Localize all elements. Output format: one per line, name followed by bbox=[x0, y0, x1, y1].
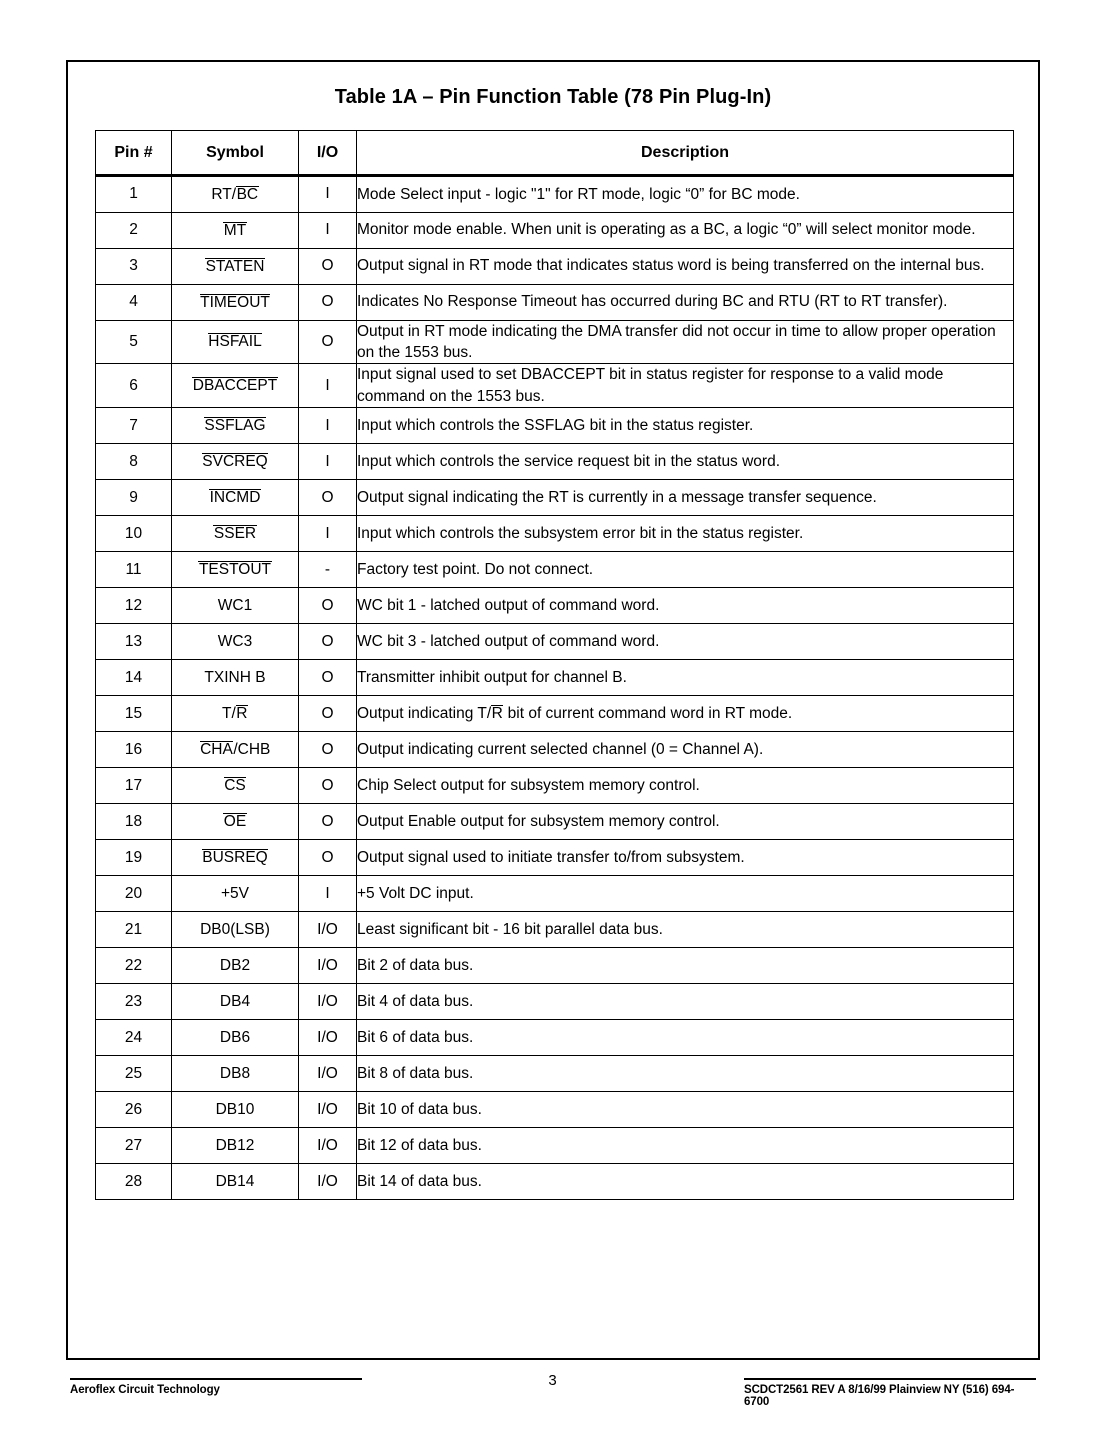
cell-pin-number: 8 bbox=[96, 444, 172, 480]
cell-io-direction: I/O bbox=[299, 912, 357, 948]
cell-pin-number: 4 bbox=[96, 284, 172, 320]
cell-description: Output indicating current selected channel (0 = Channel A). bbox=[357, 732, 1014, 768]
cell-symbol: MT bbox=[172, 212, 299, 248]
cell-io-direction: O bbox=[299, 284, 357, 320]
cell-io-direction: I bbox=[299, 364, 357, 408]
cell-io-direction: I/O bbox=[299, 1092, 357, 1128]
cell-symbol: DB12 bbox=[172, 1128, 299, 1164]
cell-io-direction: I bbox=[299, 516, 357, 552]
cell-pin-number: 19 bbox=[96, 840, 172, 876]
cell-pin-number: 11 bbox=[96, 552, 172, 588]
table-row bbox=[96, 1092, 1014, 1128]
cell-pin-number: 27 bbox=[96, 1128, 172, 1164]
column-header-pin: Pin # bbox=[96, 131, 172, 175]
table-row bbox=[96, 320, 1014, 364]
table-row bbox=[96, 696, 1014, 732]
cell-pin-number: 16 bbox=[96, 732, 172, 768]
cell-symbol: DB10 bbox=[172, 1092, 299, 1128]
footer-company: Aeroflex Circuit Technology bbox=[70, 1378, 362, 1396]
cell-description: Input which controls the service request bit in the status word. bbox=[357, 444, 1014, 480]
cell-pin-number: 5 bbox=[96, 320, 172, 364]
cell-symbol: DB14 bbox=[172, 1164, 299, 1200]
table-row bbox=[96, 912, 1014, 948]
cell-io-direction: I/O bbox=[299, 1020, 357, 1056]
cell-io-direction: I/O bbox=[299, 1056, 357, 1092]
cell-symbol: TXINH B bbox=[172, 660, 299, 696]
cell-io-direction: O bbox=[299, 804, 357, 840]
cell-io-direction: O bbox=[299, 588, 357, 624]
cell-io-direction: O bbox=[299, 732, 357, 768]
cell-symbol: WC1 bbox=[172, 588, 299, 624]
cell-io-direction: I bbox=[299, 408, 357, 444]
page-title: Table 1A – Pin Function Table (78 Pin Plug-In) bbox=[334, 86, 772, 108]
cell-description: Bit 14 of data bus. bbox=[357, 1164, 1014, 1200]
cell-description: Input which controls the SSFLAG bit in the status register. bbox=[357, 408, 1014, 444]
cell-pin-number: 15 bbox=[96, 696, 172, 732]
cell-pin-number: 13 bbox=[96, 624, 172, 660]
cell-symbol: TESTOUT bbox=[172, 552, 299, 588]
cell-description: Chip Select output for subsystem memory control. bbox=[357, 768, 1014, 804]
cell-description: Output Enable output for subsystem memory control. bbox=[357, 804, 1014, 840]
table-row bbox=[96, 732, 1014, 768]
footer-doc-reference: SCDCT2561 REV A 8/16/99 Plainview NY (516) 694-6700 bbox=[744, 1378, 1036, 1408]
cell-symbol: DB4 bbox=[172, 984, 299, 1020]
table-row bbox=[96, 284, 1014, 320]
cell-symbol: SVCREQ bbox=[172, 444, 299, 480]
page-border-frame bbox=[66, 60, 1040, 1360]
cell-io-direction: O bbox=[299, 248, 357, 284]
cell-description: Bit 12 of data bus. bbox=[357, 1128, 1014, 1164]
cell-pin-number: 18 bbox=[96, 804, 172, 840]
cell-symbol: INCMD bbox=[172, 480, 299, 516]
cell-pin-number: 21 bbox=[96, 912, 172, 948]
cell-io-direction: I/O bbox=[299, 948, 357, 984]
cell-pin-number: 14 bbox=[96, 660, 172, 696]
cell-symbol: DB8 bbox=[172, 1056, 299, 1092]
table-row bbox=[96, 248, 1014, 284]
table-row bbox=[96, 624, 1014, 660]
cell-symbol: SSER bbox=[172, 516, 299, 552]
cell-description: Bit 8 of data bus. bbox=[357, 1056, 1014, 1092]
cell-symbol: BUSREQ bbox=[172, 840, 299, 876]
cell-io-direction: O bbox=[299, 624, 357, 660]
cell-symbol: DB0(LSB) bbox=[172, 912, 299, 948]
cell-description: Output signal in RT mode that indicates status word is being transferred on the internal bus. bbox=[357, 248, 1014, 284]
table-row bbox=[96, 768, 1014, 804]
cell-symbol: CS bbox=[172, 768, 299, 804]
column-header-symbol: Symbol bbox=[172, 131, 299, 175]
cell-description: Output signal indicating the RT is currently in a message transfer sequence. bbox=[357, 480, 1014, 516]
cell-pin-number: 26 bbox=[96, 1092, 172, 1128]
cell-io-direction: O bbox=[299, 696, 357, 732]
cell-pin-number: 25 bbox=[96, 1056, 172, 1092]
cell-description: Mode Select input - logic "1" for RT mode, logic “0” for BC mode. bbox=[357, 176, 1014, 212]
cell-symbol: RT/BC bbox=[172, 176, 299, 212]
table-row bbox=[96, 588, 1014, 624]
cell-pin-number: 3 bbox=[96, 248, 172, 284]
cell-pin-number: 9 bbox=[96, 480, 172, 516]
table-row bbox=[96, 408, 1014, 444]
table-row bbox=[96, 840, 1014, 876]
cell-io-direction: I/O bbox=[299, 1164, 357, 1200]
cell-description: Least significant bit - 16 bit parallel data bus. bbox=[357, 912, 1014, 948]
table-row bbox=[96, 1164, 1014, 1200]
column-header-io: I/O bbox=[299, 131, 357, 175]
cell-pin-number: 10 bbox=[96, 516, 172, 552]
cell-description: Indicates No Response Timeout has occurred during BC and RTU (RT to RT transfer). bbox=[357, 284, 1014, 320]
cell-pin-number: 17 bbox=[96, 768, 172, 804]
cell-symbol: DBACCEPT bbox=[172, 364, 299, 408]
table-row bbox=[96, 552, 1014, 588]
cell-description: Output signal used to initiate transfer to/from subsystem. bbox=[357, 840, 1014, 876]
table-row bbox=[96, 1128, 1014, 1164]
cell-symbol: T/R bbox=[172, 696, 299, 732]
cell-description: Transmitter inhibit output for channel B. bbox=[357, 660, 1014, 696]
cell-symbol: HSFAIL bbox=[172, 320, 299, 364]
cell-symbol: +5V bbox=[172, 876, 299, 912]
table-row bbox=[96, 364, 1014, 408]
cell-symbol: STATEN bbox=[172, 248, 299, 284]
cell-description: WC bit 3 - latched output of command word. bbox=[357, 624, 1014, 660]
cell-symbol: SSFLAG bbox=[172, 408, 299, 444]
cell-pin-number: 1 bbox=[96, 176, 172, 212]
cell-description: Output in RT mode indicating the DMA transfer did not occur in time to allow proper operation on the 1553 bus. bbox=[357, 320, 1014, 364]
cell-io-direction: I/O bbox=[299, 984, 357, 1020]
cell-description: +5 Volt DC input. bbox=[357, 876, 1014, 912]
table-row bbox=[96, 480, 1014, 516]
cell-io-direction: O bbox=[299, 480, 357, 516]
table-body bbox=[96, 176, 1014, 1200]
cell-io-direction: O bbox=[299, 660, 357, 696]
table-row bbox=[96, 804, 1014, 840]
cell-io-direction: I/O bbox=[299, 1128, 357, 1164]
table-row bbox=[96, 660, 1014, 696]
table-row bbox=[96, 176, 1014, 212]
cell-description: Monitor mode enable. When unit is operating as a BC, a logic “0” will select monitor mode. bbox=[357, 212, 1014, 248]
table-header-row bbox=[96, 131, 1014, 175]
cell-symbol: OE bbox=[172, 804, 299, 840]
cell-symbol: DB2 bbox=[172, 948, 299, 984]
cell-description: Factory test point. Do not connect. bbox=[357, 552, 1014, 588]
cell-pin-number: 28 bbox=[96, 1164, 172, 1200]
cell-symbol: CHA/CHB bbox=[172, 732, 299, 768]
table-row bbox=[96, 1056, 1014, 1092]
cell-io-direction: I bbox=[299, 876, 357, 912]
cell-description: Bit 2 of data bus. bbox=[357, 948, 1014, 984]
cell-pin-number: 6 bbox=[96, 364, 172, 408]
table-row bbox=[96, 516, 1014, 552]
column-header-description: Description bbox=[357, 131, 1014, 175]
cell-io-direction: - bbox=[299, 552, 357, 588]
table-row bbox=[96, 984, 1014, 1020]
cell-description: Bit 4 of data bus. bbox=[357, 984, 1014, 1020]
cell-pin-number: 2 bbox=[96, 212, 172, 248]
cell-symbol: WC3 bbox=[172, 624, 299, 660]
cell-description: WC bit 1 - latched output of command word. bbox=[357, 588, 1014, 624]
page-footer bbox=[0, 1372, 1105, 1412]
cell-pin-number: 23 bbox=[96, 984, 172, 1020]
cell-io-direction: I bbox=[299, 444, 357, 480]
cell-pin-number: 7 bbox=[96, 408, 172, 444]
table-row bbox=[96, 444, 1014, 480]
table-row bbox=[96, 212, 1014, 248]
cell-io-direction: O bbox=[299, 320, 357, 364]
cell-pin-number: 20 bbox=[96, 876, 172, 912]
footer-page-number: 3 bbox=[548, 1372, 557, 1389]
cell-symbol: DB6 bbox=[172, 1020, 299, 1056]
table-row bbox=[96, 948, 1014, 984]
pin-function-table bbox=[95, 130, 1014, 1200]
cell-io-direction: I bbox=[299, 212, 357, 248]
table-header bbox=[96, 131, 1014, 177]
cell-pin-number: 24 bbox=[96, 1020, 172, 1056]
cell-io-direction: I bbox=[299, 176, 357, 212]
cell-io-direction: O bbox=[299, 768, 357, 804]
cell-symbol: TIMEOUT bbox=[172, 284, 299, 320]
cell-description: Bit 6 of data bus. bbox=[357, 1020, 1014, 1056]
cell-pin-number: 22 bbox=[96, 948, 172, 984]
table-row bbox=[96, 876, 1014, 912]
cell-description: Output indicating T/R bit of current command word in RT mode. bbox=[357, 696, 1014, 732]
cell-description: Input signal used to set DBACCEPT bit in status register for response to a valid mode command on the 1553 bus. bbox=[357, 364, 1014, 408]
cell-pin-number: 12 bbox=[96, 588, 172, 624]
cell-io-direction: O bbox=[299, 840, 357, 876]
table-row bbox=[96, 1020, 1014, 1056]
cell-description: Input which controls the subsystem error bit in the status register. bbox=[357, 516, 1014, 552]
cell-description: Bit 10 of data bus. bbox=[357, 1092, 1014, 1128]
